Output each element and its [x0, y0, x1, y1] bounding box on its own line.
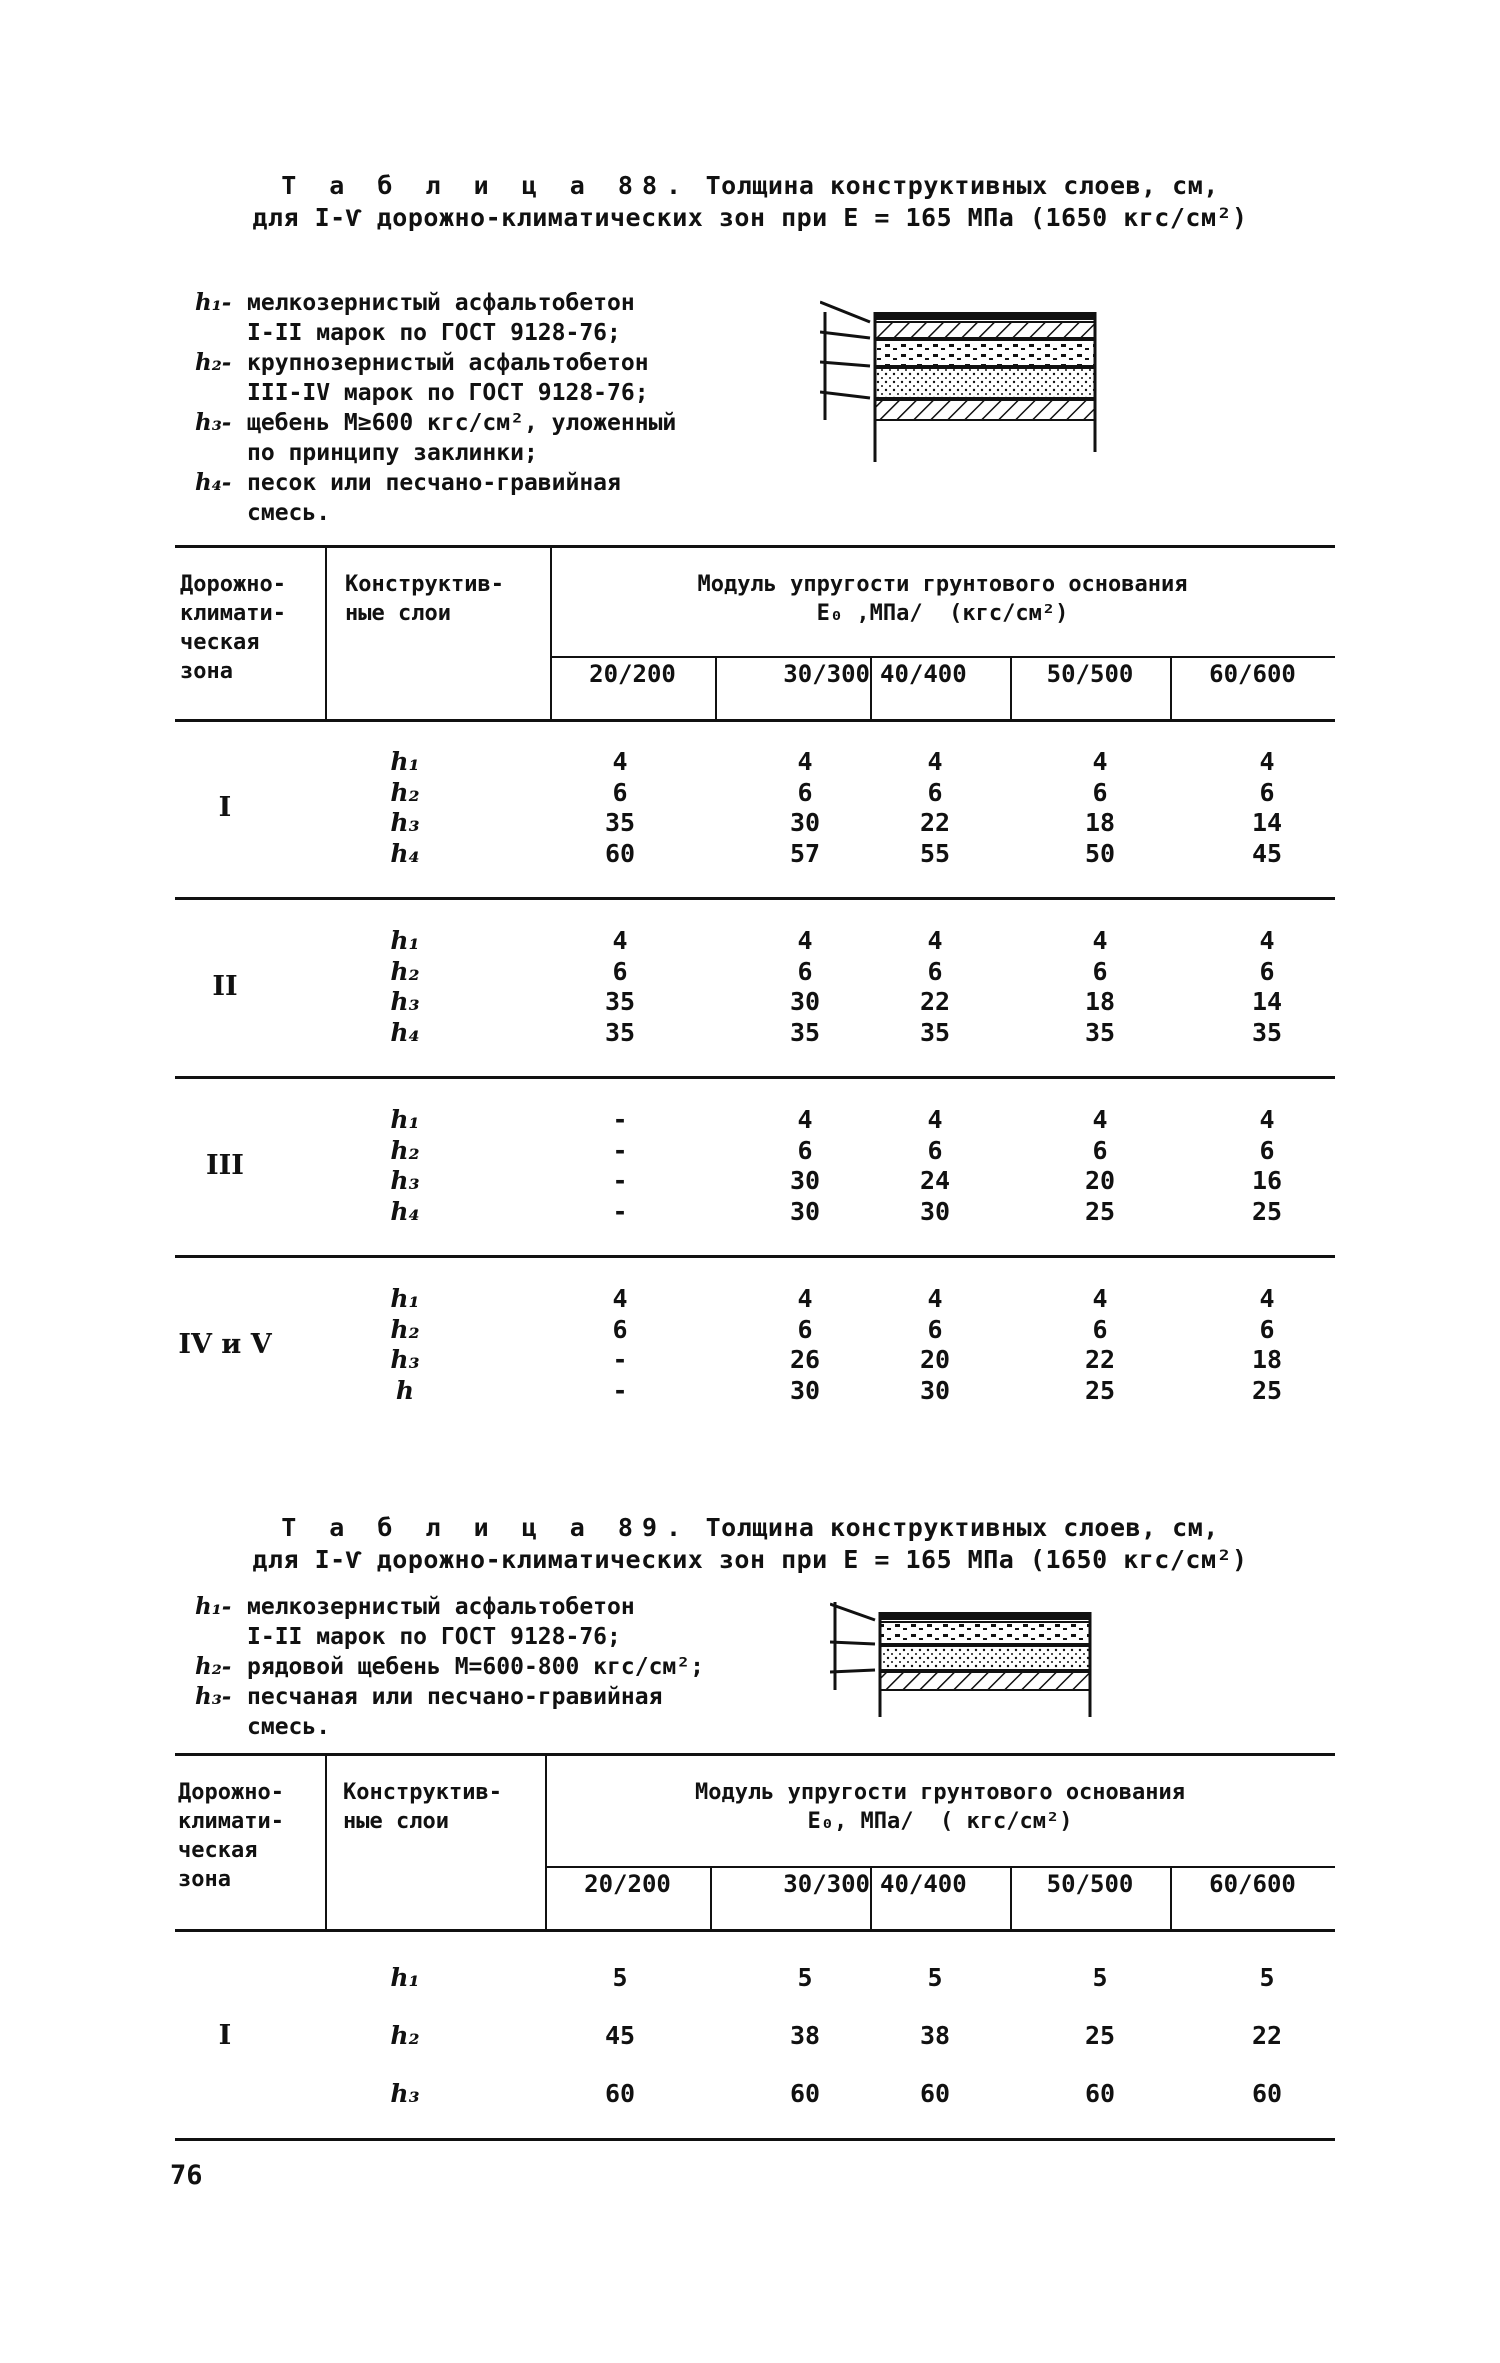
table-cell: - [612, 1375, 628, 1405]
layer-symbol: h₂ [390, 1135, 420, 1165]
layer-symbol: h₄ [390, 1196, 420, 1226]
table-cell: 5 [1092, 1963, 1108, 1992]
table-cell: 60 [789, 2079, 821, 2108]
table-cell: 4 [1092, 926, 1108, 955]
table89-subheader-rule [545, 1866, 1335, 1868]
table-cell: 6 [1092, 777, 1108, 807]
table88-top-rule [175, 545, 1335, 548]
table-cell: 6 [797, 956, 813, 986]
table-cell: 60 [604, 2079, 636, 2108]
layer-symbol: h₃ [390, 987, 420, 1016]
table-cell: 6 [1259, 777, 1275, 807]
table-cell: 4 [1092, 1105, 1108, 1134]
table89-col-header: 40/400 [880, 1870, 967, 1898]
table-cell: 4 [1259, 1105, 1275, 1134]
legend-text: мелкозернистый асфальтобетон I-II марок по ГОСТ 9128-76; [247, 290, 635, 346]
table-cell: 35 [604, 1017, 636, 1047]
table88-subheader-rule [550, 656, 1335, 658]
table-cell: 22 [1251, 2021, 1283, 2050]
table-cell: 60 [1084, 2079, 1116, 2108]
table-cell: 55 [919, 838, 951, 868]
table-cell: 25 [1084, 1196, 1116, 1226]
legend-item [195, 468, 755, 528]
table89-legend [195, 1592, 775, 1742]
legend-item [195, 348, 755, 408]
legend-symbol: h₄- [195, 469, 232, 496]
table-cell: 30 [789, 1196, 821, 1226]
legend-item [195, 288, 755, 348]
table-cell: 6 [1092, 1135, 1108, 1165]
table-cell: 18 [1084, 987, 1116, 1016]
table-cell: - [612, 1166, 628, 1195]
layer-symbol: h₂ [390, 2021, 420, 2050]
table-cell: 38 [919, 2021, 951, 2050]
table-cell: 20 [919, 1345, 951, 1374]
table88-legend [195, 288, 755, 528]
table-cell: 60 [604, 838, 636, 868]
table-cell: 4 [1092, 1284, 1108, 1313]
table-cell: 5 [1259, 1963, 1275, 1992]
table-cell: 26 [789, 1345, 821, 1374]
legend-symbol: h₁- [195, 289, 232, 316]
table89-bottom-rule [175, 2138, 1335, 2141]
table-cell: 4 [797, 926, 813, 955]
table-cell: 6 [797, 777, 813, 807]
table-cell: 4 [797, 1284, 813, 1313]
table-cell: 6 [1259, 956, 1275, 986]
table-cell: 4 [927, 747, 943, 776]
table-cell: - [612, 1196, 628, 1226]
legend-text: крупнозернистый асфальтобетон III-IV марок по ГОСТ 9128-76; [247, 350, 649, 406]
table-cell: 30 [789, 987, 821, 1016]
table-cell: 6 [927, 1314, 943, 1344]
layer-symbol: h₃ [390, 1345, 420, 1374]
layer-symbol: h₃ [390, 1166, 420, 1195]
table-cell: 60 [919, 2079, 951, 2108]
table-cell: 45 [604, 2021, 636, 2050]
table-cell: 6 [1092, 1314, 1108, 1344]
layer-symbol: h₄ [390, 1017, 420, 1047]
table-cell: 18 [1084, 808, 1116, 837]
table88-col-header: 40/400 [880, 660, 967, 688]
table-cell: 6 [1259, 1135, 1275, 1165]
legend-text: рядовой щебень М=600-800 кгс/см²; [247, 1654, 704, 1680]
table-cell: 30 [789, 808, 821, 837]
table88-layer-diagram [820, 292, 1100, 472]
table-cell: 22 [919, 987, 951, 1016]
zone-label: I [218, 792, 232, 823]
table-cell: 60 [1251, 2079, 1283, 2108]
legend-item [195, 408, 755, 468]
table-cell: 4 [1259, 1284, 1275, 1313]
table88-header-zone: Дорожно- климати- ческая зона [180, 572, 286, 684]
table-cell: 57 [789, 838, 821, 868]
page-number: 76 [170, 2160, 203, 2191]
legend-text: щебень М≥600 кгс/см², уложенный по принципу заклинки; [247, 410, 677, 466]
table-cell: 4 [612, 926, 628, 955]
table-cell: 38 [789, 2021, 821, 2050]
group-rule [175, 897, 1335, 900]
table89-header-rule [175, 1929, 1335, 1932]
layer-symbol: h₁ [390, 1963, 420, 1992]
table-cell: 14 [1251, 808, 1283, 837]
table88-col-header: 30/300 [783, 660, 870, 688]
legend-symbol: h₃- [195, 1683, 232, 1710]
group-rule [175, 1255, 1335, 1258]
table-cell: 4 [927, 1105, 943, 1134]
table-cell: 6 [612, 1314, 628, 1344]
layer-symbol: h₁ [390, 926, 420, 955]
table89-header-zone: Дорожно- климати- ческая зона [178, 1780, 284, 1892]
table-cell: 50 [1084, 838, 1116, 868]
table-cell: 4 [1259, 747, 1275, 776]
zone-label: IV и V [178, 1329, 272, 1360]
layer-symbol: h₃ [390, 2079, 420, 2108]
table89-col-divider [325, 1753, 327, 1930]
table-cell: 25 [1084, 1375, 1116, 1405]
table88-header-layers: Конструктив- ные слои [345, 572, 504, 626]
table-cell: - [612, 1135, 628, 1165]
table89-col-header: 20/200 [584, 1870, 671, 1898]
table-cell: 16 [1251, 1166, 1283, 1195]
legend-text: песок или песчано-гравийная смесь. [247, 470, 621, 526]
layer-symbol: h₃ [390, 808, 420, 837]
table88-col-header: 20/200 [589, 660, 676, 688]
table-cell: 4 [612, 747, 628, 776]
table-cell: 45 [1251, 838, 1283, 868]
group-rule [175, 1076, 1335, 1079]
table-cell: - [612, 1105, 628, 1134]
table88-col-header: 60/600 [1209, 660, 1296, 688]
table-cell: 24 [919, 1166, 951, 1195]
layer-symbol: h [395, 1375, 415, 1405]
zone-label: I [218, 2020, 232, 2051]
table89-col-header: 30/300 [783, 1870, 870, 1898]
table-cell: 4 [927, 926, 943, 955]
table-cell: 22 [919, 808, 951, 837]
table-cell: 35 [789, 1017, 821, 1047]
table-cell: 25 [1251, 1196, 1283, 1226]
table-cell: 5 [612, 1963, 628, 1992]
table-cell: 5 [927, 1963, 943, 1992]
table89-top-rule [175, 1753, 1335, 1756]
table-cell: 6 [927, 1135, 943, 1165]
table89-layer-diagram [830, 1592, 1100, 1722]
legend-text: песчаная или песчано-гравийная смесь. [247, 1684, 663, 1740]
table-cell: 18 [1251, 1345, 1283, 1374]
table-cell: 30 [789, 1375, 821, 1405]
table-cell: 14 [1251, 987, 1283, 1016]
legend-symbol: h₁- [195, 1593, 232, 1620]
table-cell: 6 [797, 1135, 813, 1165]
table-cell: 6 [612, 956, 628, 986]
layer-symbol: h₄ [390, 838, 420, 868]
table89-col-header: 60/600 [1209, 1870, 1296, 1898]
legend-symbol: h₂- [195, 1653, 232, 1680]
table-cell: 30 [919, 1375, 951, 1405]
layer-symbol: h₁ [390, 1284, 420, 1313]
table-cell: 4 [1259, 926, 1275, 955]
layer-symbol: h₁ [390, 747, 420, 776]
legend-item [195, 1652, 775, 1682]
table-cell: 4 [797, 1105, 813, 1134]
zone-label: II [212, 971, 238, 1002]
layer-symbol: h₁ [390, 1105, 420, 1134]
table-cell: 35 [919, 1017, 951, 1047]
table-cell: 35 [604, 987, 636, 1016]
table-cell: 35 [1084, 1017, 1116, 1047]
table-cell: 22 [1084, 1345, 1116, 1374]
table-cell: 6 [1259, 1314, 1275, 1344]
table-cell: 25 [1251, 1375, 1283, 1405]
table89-header-layers: Конструктив- ные слои [343, 1780, 502, 1834]
legend-item [195, 1682, 775, 1742]
table-cell: 6 [927, 777, 943, 807]
table-cell: 5 [797, 1963, 813, 1992]
layer-symbol: h₂ [390, 1314, 420, 1344]
table-cell: 6 [797, 1314, 813, 1344]
table89-title: Т а б л и ц а 89. Толщина конструктивных слоев, см, для I-Ѵ дорожно-климатических зон при Е = 165 МПа (1650 кгс/см²) [252, 1513, 1248, 1574]
table89-col-header: 50/500 [1046, 1870, 1134, 1898]
table88-col-divider [325, 545, 327, 720]
table-cell: 4 [797, 747, 813, 776]
table-cell: 4 [1092, 747, 1108, 776]
table-cell: 4 [612, 1284, 628, 1313]
layer-symbol: h₂ [390, 956, 420, 986]
table-cell: 4 [927, 1284, 943, 1313]
legend-symbol: h₂- [195, 349, 232, 376]
zone-label: III [206, 1150, 244, 1181]
table-cell: 35 [1251, 1017, 1283, 1047]
table-cell: 6 [1092, 956, 1108, 986]
table88-col-header: 50/500 [1046, 660, 1134, 688]
table88-title: Т а б л и ц а 88. Толщина конструктивных слоев, см, для I-Ѵ дорожно-климатических зон при Е = 165 МПа (1650 кгс/см²) [252, 171, 1248, 232]
legend-symbol: h₃- [195, 409, 232, 436]
table-cell: 6 [927, 956, 943, 986]
table-cell: 30 [919, 1196, 951, 1226]
table89-header-modulus: Модуль упругости грунтового основания Е₀, МПа/ ( кгс/см²) [694, 1780, 1186, 1834]
table-cell: 30 [789, 1166, 821, 1195]
table-cell: - [612, 1345, 628, 1374]
legend-item [195, 1592, 775, 1652]
table-cell: 6 [612, 777, 628, 807]
table88-header-modulus: Модуль упругости грунтового основания Е₀ ,МПа/ (кгс/см²) [697, 572, 1188, 626]
table-cell: 35 [604, 808, 636, 837]
table88-header-rule [175, 719, 1335, 722]
legend-text: мелкозернистый асфальтобетон I-II марок по ГОСТ 9128-76; [247, 1594, 635, 1650]
layer-symbol: h₂ [390, 777, 420, 807]
table-cell: 20 [1084, 1166, 1116, 1195]
table-cell: 25 [1084, 2021, 1116, 2050]
